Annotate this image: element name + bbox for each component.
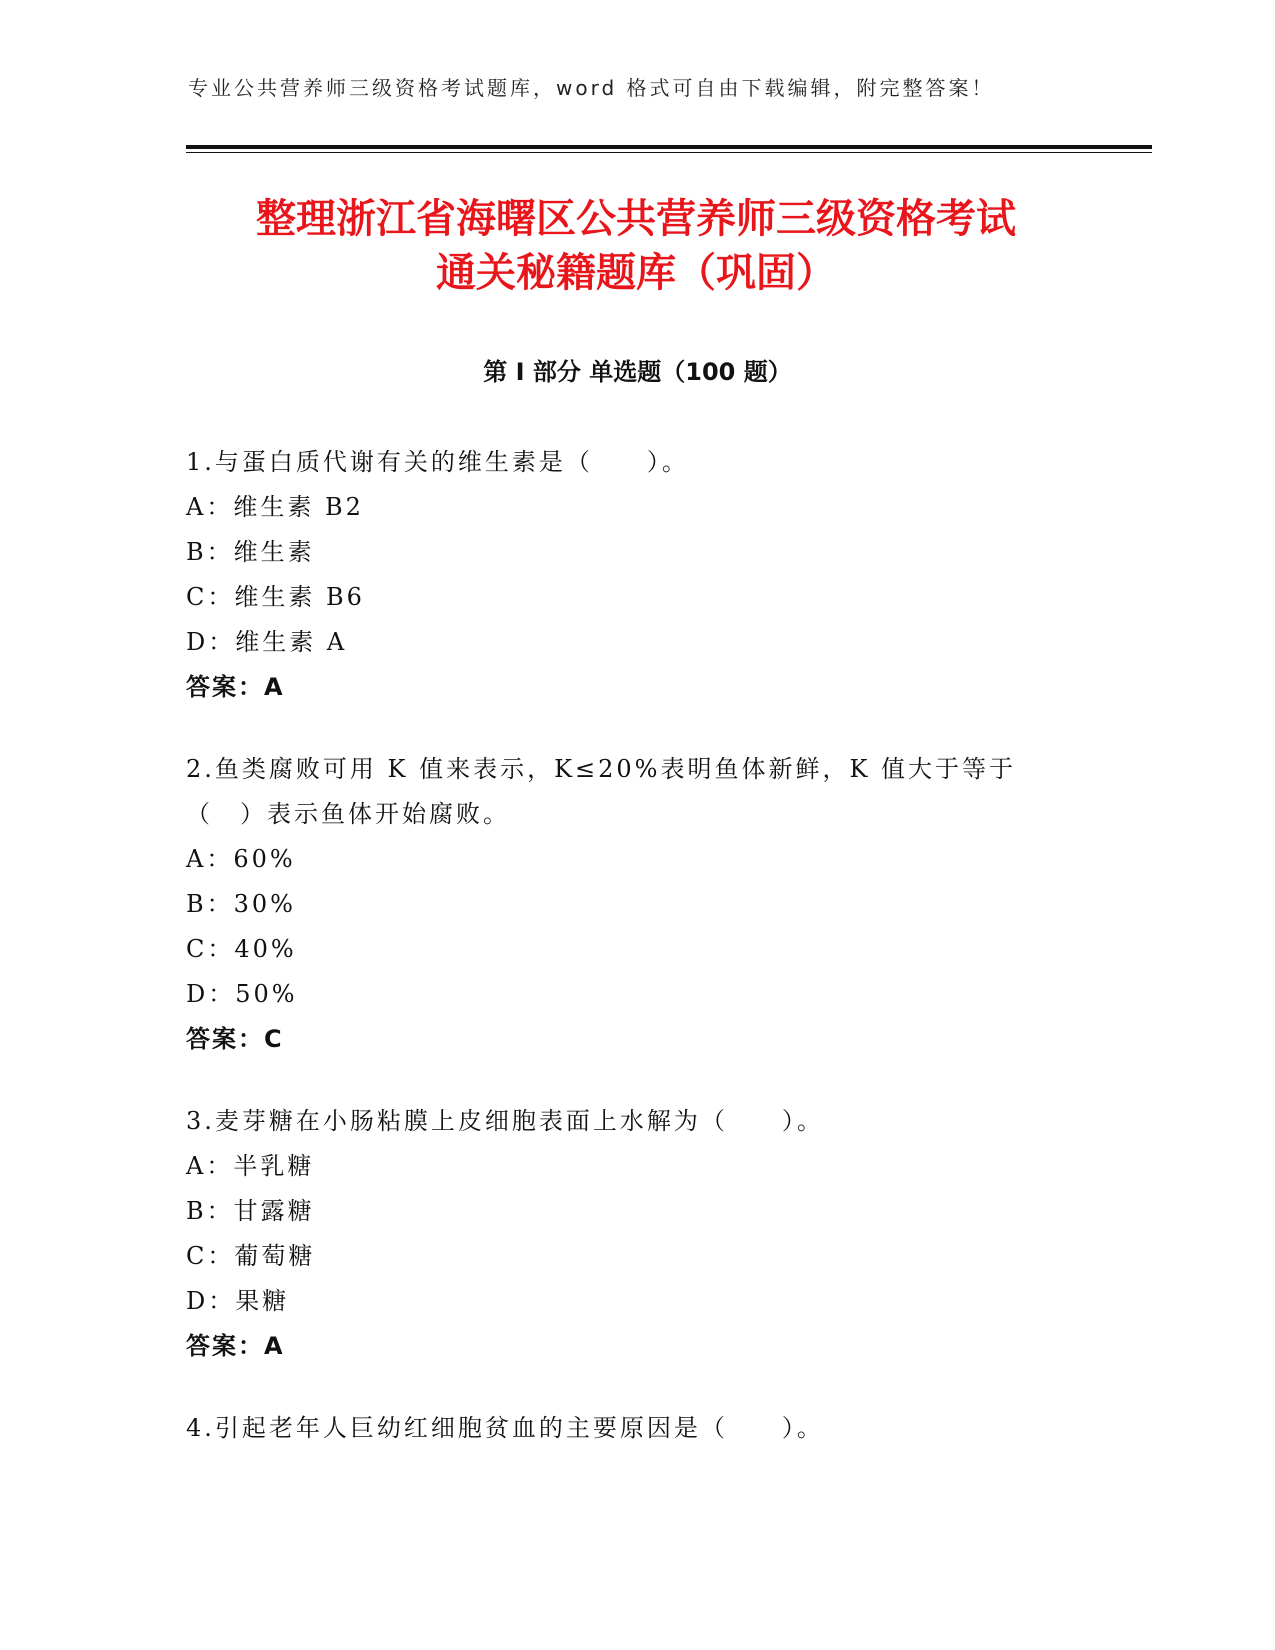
option-d: D：果糖: [186, 1287, 290, 1315]
option-b: B：30%: [186, 890, 296, 918]
option-a: A：60%: [186, 845, 296, 873]
header-divider-thick: [186, 145, 1152, 149]
question-list: [186, 440, 1056, 1488]
question-stem: 2.鱼类腐败可用 K 值来表示，K≤20%表明鱼体新鲜，K 值大于等于（ ）表示鱼体开始腐败。: [186, 755, 1017, 828]
title-line-1: 整理浙江省海曙区公共营养师三级资格考试: [256, 196, 1016, 242]
option-c: C：维生素 B6: [186, 583, 365, 611]
answer: 答案：A: [186, 673, 285, 701]
header-divider-thin: [186, 152, 1152, 153]
option-d: D：50%: [186, 980, 298, 1008]
section-heading: 第 I 部分 单选题（100 题）: [483, 358, 792, 386]
option-d: D：维生素 A: [186, 628, 348, 656]
question-3: [186, 1099, 1056, 1369]
question-stem: 3.麦芽糖在小肠粘膜上皮细胞表面上水解为（ ）。: [186, 1107, 824, 1135]
option-a: A：维生素 B2: [186, 493, 364, 521]
option-c: C：葡萄糖: [186, 1242, 316, 1270]
header-note: 专业公共营养师三级资格考试题库，word 格式可自由下载编辑，附完整答案！: [188, 76, 995, 100]
option-b: B：维生素: [186, 538, 315, 566]
answer: 答案：C: [186, 1025, 284, 1053]
option-c: C：40%: [186, 935, 297, 963]
question-4: [186, 1406, 1056, 1451]
question-stem: 4.引起老年人巨幼红细胞贫血的主要原因是（ ）。: [186, 1414, 824, 1442]
question-stem: 1.与蛋白质代谢有关的维生素是（ ）。: [186, 448, 689, 476]
answer: 答案：A: [186, 1332, 285, 1360]
title-line-2: 通关秘籍题库（巩固）: [436, 250, 836, 296]
option-a: A：半乳糖: [186, 1152, 315, 1180]
question-1: [186, 440, 1056, 710]
option-b: B：甘露糖: [186, 1197, 315, 1225]
question-2: [186, 747, 1056, 1062]
document-title: [186, 192, 1086, 300]
